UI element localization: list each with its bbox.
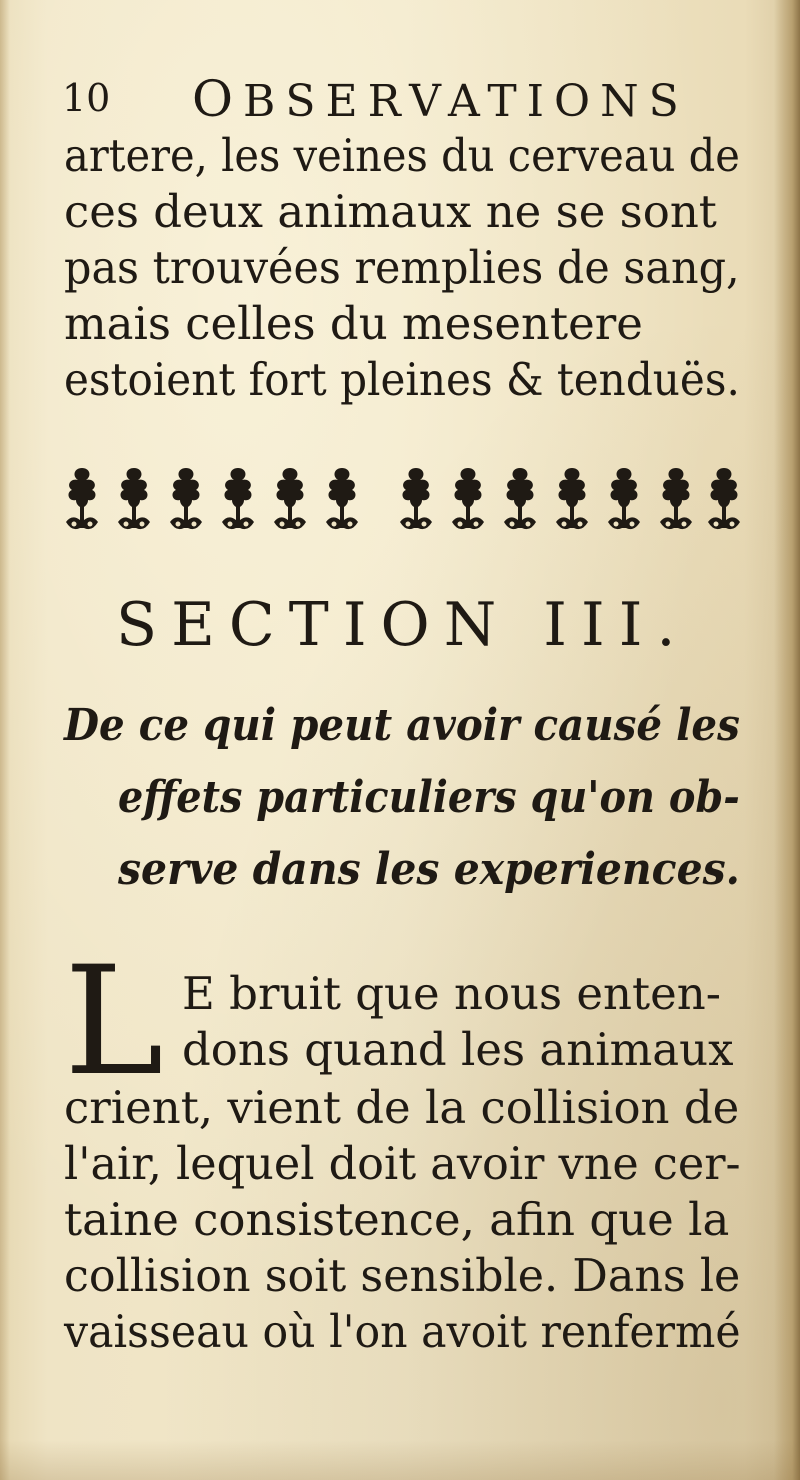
text-line: dons quand les animaux — [182, 1023, 734, 1076]
text-line: taine consistence, afin que la — [64, 1193, 730, 1246]
text-line: artere, les veines du cerveau de — [64, 129, 740, 182]
section-title: SECTION III. — [116, 590, 690, 660]
text-line: E bruit que nous enten- — [182, 967, 721, 1020]
paper-stain — [0, 1440, 800, 1480]
text-line: estoient fort pleines & tenduës. — [64, 353, 740, 406]
page-number: 10 — [62, 76, 111, 120]
text-line: crient, vient de la collision de — [64, 1081, 740, 1134]
running-head-initial: O — [192, 70, 243, 128]
section-subtitle-line: effets particuliers qu'on ob- — [118, 772, 740, 823]
fleuron-band-icon — [62, 458, 744, 538]
text-line: l'air, lequel doit avoir vne cer- — [64, 1137, 741, 1190]
section-subtitle-line: De ce qui peut avoir causé les — [64, 700, 740, 751]
text-line: collision soit sensible. Dans le — [64, 1249, 741, 1302]
running-head-rest: BSERVATIONS — [243, 76, 689, 127]
page-edge-left — [0, 0, 10, 1480]
text-line: ces deux animaux ne se sont — [64, 185, 717, 238]
text-line: pas trouvées remplies de sang, — [64, 241, 740, 294]
text-line: mais celles du mesentere — [64, 297, 643, 350]
drop-cap: L — [64, 935, 164, 1109]
section-subtitle-line: serve dans les experiences. — [118, 844, 740, 895]
running-head-title — [192, 70, 689, 128]
running-head — [62, 70, 742, 128]
text-line: vaisseau où l'on avoit renfermé — [64, 1305, 741, 1358]
page-edge-right — [774, 0, 800, 1480]
